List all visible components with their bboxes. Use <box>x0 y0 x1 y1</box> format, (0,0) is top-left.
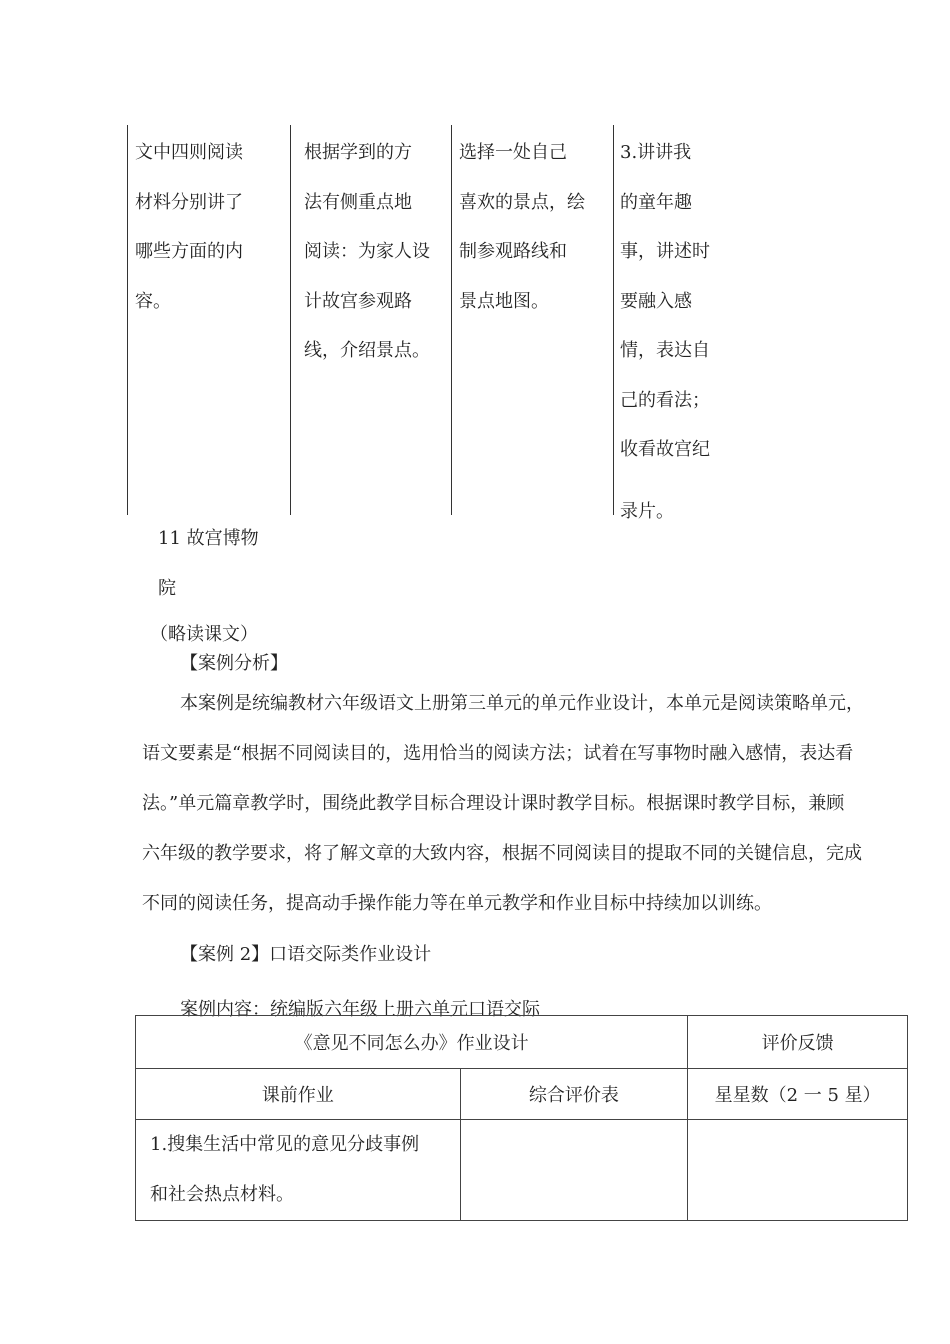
top-table-border-left <box>127 125 128 515</box>
top-table-col-1 <box>135 128 243 326</box>
lesson-title-line-2: 院 <box>158 578 176 599</box>
cell-line: 材料分别讲了 <box>135 191 243 213</box>
feedback-header: 评价反馈 <box>761 1033 834 1054</box>
header-evaluation-form <box>460 1069 688 1120</box>
cell-line: 线，介绍景点。 <box>304 340 430 361</box>
header-star-count <box>688 1069 908 1120</box>
cell-line: 文中四则阅读 <box>135 142 243 163</box>
lesson-subtitle: （略读课文） <box>150 624 258 645</box>
cell-line: 要融入感 <box>620 290 692 312</box>
cell-line: 阅读：为家人设 <box>304 241 430 262</box>
table-title-cell <box>136 1016 688 1069</box>
cell-line: 事，讲述时 <box>620 241 710 262</box>
analysis-line-1: 本案例是统编教材六年级语文上册第三单元的单元作业设计，本单元是阅读策略单元， <box>180 693 864 714</box>
cell-line: 容。 <box>135 290 171 312</box>
case2-heading: 【案例 2】口语交际类作业设计 <box>180 944 432 965</box>
cell-line: 己的看法； <box>620 389 710 411</box>
top-table-col-4 <box>620 128 710 536</box>
cell-line: 计故宫参观路 <box>304 290 412 312</box>
header-label: 星星数（2 一 5 星） <box>714 1085 881 1106</box>
top-table-border-3 <box>451 125 452 515</box>
table-row-1-evaluation <box>460 1120 688 1221</box>
assignment-table <box>135 1015 908 1221</box>
feedback-header-cell <box>688 1016 908 1069</box>
cell-line: 选择一处自己 <box>459 142 567 163</box>
header-pre-class-homework <box>136 1069 461 1120</box>
cell-line: 情，表达自 <box>620 340 710 361</box>
case2-content: 案例内容：统编版六年级上册六单元口语交际 <box>180 999 540 1020</box>
cell-line: 收看故宫纪 <box>620 439 710 460</box>
cell-line: 喜欢的景点，绘 <box>459 191 585 213</box>
analysis-line-5: 不同的阅读任务，提高动手操作能力等在单元教学和作业目标中持续加以训练。 <box>142 893 772 914</box>
analysis-line-2: 语文要素是“根据不同阅读目的，选用恰当的阅读方法；试着在写事物时融入感情，表达看 <box>142 743 854 764</box>
top-table-col-2 <box>304 128 430 376</box>
table-row-1-task <box>136 1120 461 1221</box>
cell-line: 法有侧重点地 <box>304 191 412 213</box>
lesson-title-line-1: 11 故宫博物 <box>158 528 259 549</box>
table-row-1-stars <box>688 1120 908 1221</box>
cell-line: 制参观路线和 <box>459 241 567 262</box>
header-label: 课前作业 <box>261 1085 334 1106</box>
cell-line: 景点地图。 <box>459 290 549 312</box>
analysis-heading: 【案例分析】 <box>180 653 288 674</box>
top-table-border-2 <box>290 125 291 515</box>
cell-line: 3.讲讲我 <box>620 142 692 163</box>
cell-line: 的童年趣 <box>620 191 692 213</box>
table-title: 《意见不同怎么办》作业设计 <box>294 1033 529 1054</box>
top-table-col-3 <box>459 128 585 326</box>
cell-line: 录片。 <box>620 500 674 522</box>
task-line: 和社会热点材料。 <box>150 1184 294 1205</box>
cell-line: 哪些方面的内 <box>135 241 243 262</box>
header-label: 综合评价表 <box>528 1085 619 1106</box>
top-table-border-4 <box>613 125 614 515</box>
analysis-line-3: 法。”单元篇章教学时，围绕此教学目标合理设计课时教学目标。根据课时教学目标，兼顾 <box>142 793 845 814</box>
cell-line: 根据学到的方 <box>304 142 412 163</box>
analysis-line-4: 六年级的教学要求，将了解文章的大致内容，根据不同阅读目的提取不同的关键信息，完成 <box>142 843 862 864</box>
task-line: 1.搜集生活中常见的意见分歧事例 <box>150 1134 420 1155</box>
